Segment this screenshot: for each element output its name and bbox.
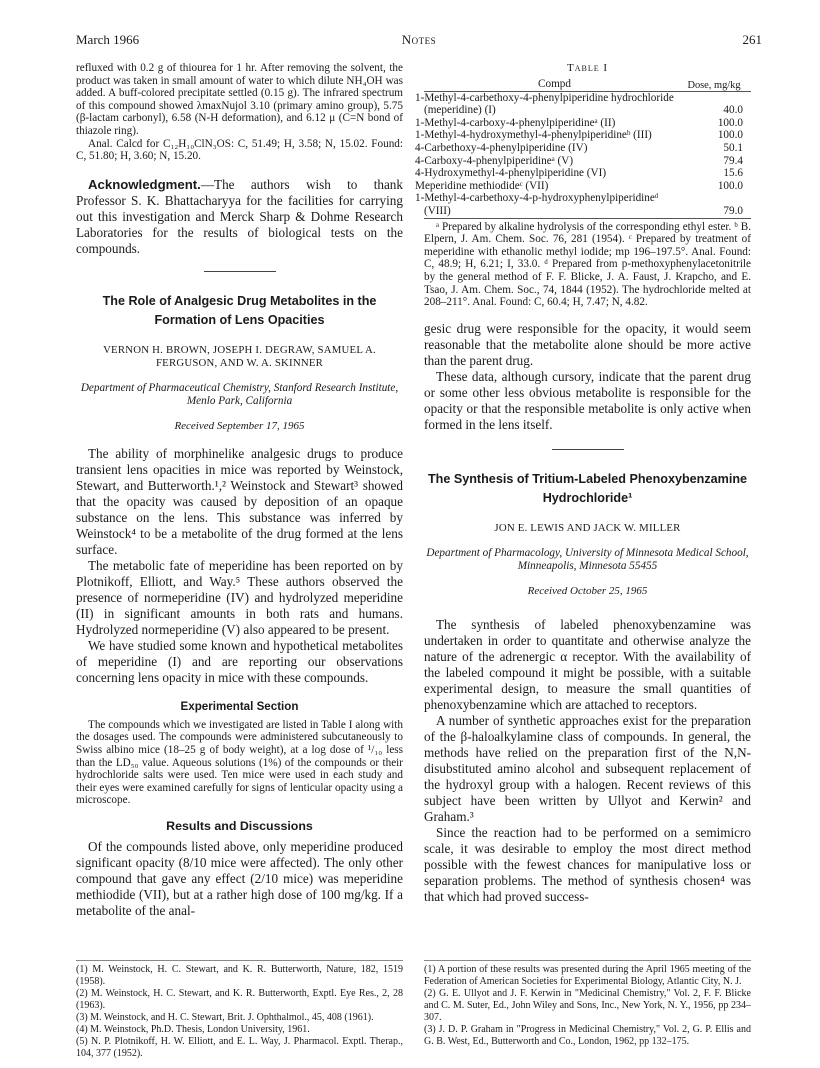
article-title: The Role of Analgesic Drug Metabolites in the Formation of Lens Opacities	[102, 293, 377, 327]
table-row	[424, 142, 751, 155]
page-number: 261	[742, 32, 762, 47]
left-footnotes	[76, 960, 403, 1060]
results-paragraph: Of the compounds listed above, only meperidine produced significant opacity (8/10 mice were affected). The only other compound that gave any effect (2/10 mice) was meperidine methiodide (VII), but at a rather high dose of 100 mg/kg. If a metabolite of the anal-	[76, 838, 403, 918]
compound-dose: 50.1	[723, 141, 743, 154]
compound-dose: 79.4	[723, 154, 743, 167]
analysis-text: Anal. Calcd for C₁₂H₁₀ClN₃OS: C, 51.49; H, 3.58; N, 15.02. Found: C, 51.80; H, 3.60; N, 15.20.	[76, 137, 403, 163]
discussion-paragraph-2: These data, although cursory, indicate that the parent drug or some other less obvious metabolite is responsible for the opacity or that the responsible metabolite is only active when formed in the lens itself.	[424, 368, 751, 432]
compound-dose: 15.6	[723, 167, 743, 180]
compound-name: 1-Methyl-4-hydroxymethyl-4-phenylpiperidineᵇ (III)	[415, 129, 652, 142]
synthesis-paragraph-1: The synthesis of labeled phenoxybenzamine was undertaken in order to quantitate and otherwise analyze the nature of the adrenergic α receptor. With the availability of the labeled compound it might be possible, with a suitable experimental design, to measure the small quantities of phenoxybenzamine which are attached to receptors.	[424, 616, 751, 712]
discussion-paragraph-1: gesic drug were responsible for the opacity, it would seem reasonable that the metabolite alone should be more active than the parent drug.	[424, 320, 751, 368]
article-divider	[552, 449, 624, 450]
compound-name: Meperidine methiodideᶜ (VII)	[415, 179, 549, 192]
table-row	[424, 192, 751, 218]
acknowledgment-paragraph	[76, 177, 403, 257]
footnote: (4) M. Weinstock, Ph.D. Thesis, London University, 1961.	[76, 1024, 310, 1035]
table-row	[424, 167, 751, 180]
table-row	[424, 91, 751, 117]
acknowledgment-title: Acknowledgment.	[88, 176, 201, 192]
footnote: (3) J. D. P. Graham in "Progress in Medicinal Chemistry," Vol. 2, G. P. Ellis and G. B. West, Ed., Butterworth and Co., London, 1962, pp 132–175.	[424, 1024, 751, 1047]
analysis-line	[76, 138, 403, 163]
footnote: (1) M. Weinstock, H. C. Stewart, and K. R. Butterworth, Nature, 182, 1519 (1958).	[76, 964, 403, 987]
footnote: (2) M. Weinstock, H. C. Stewart, and K. R. Butterworth, Exptl. Eye Res., 2, 28 (1963).	[76, 988, 403, 1011]
section-name: Notes	[401, 32, 437, 47]
compound-name: 4-Carbethoxy-4-phenylpiperidine (IV)	[415, 141, 588, 154]
table-notes: ᵃ Prepared by alkaline hydrolysis of the corresponding ethyl ester. ᵇ B. Elpern, J. Am. Chem. Soc. 76, 281 (1954). ᶜ Prepared by treatment of meperidine with ethanolic methyl iodide; mp 196–197.5°. Anal. Found: C, 48.9; H, 6.21; I, 33.0. ᵈ Prepared from p-methoxyphenylacetonitrile by the general method of F. F. Blicke, J. A. Faust, J. Krapcho, and E. Tsao, J. Am. Chem. Soc., 74, 1844 (1952). The hydrochloride melted at 208–211°. Anal. Found: C, 60.4; H, 7.47; N, 4.82.	[424, 220, 751, 309]
footnote: (1) A portion of these results was presented during the April 1965 meeting of the Federation of American Societies for Experimental Biology, Atlantic City, N. J.	[424, 964, 751, 987]
table-row	[424, 129, 751, 142]
right-footnotes	[424, 960, 751, 1048]
footnote: (3) M. Weinstock, and H. C. Stewart, Brit. J. Ophthalmol., 45, 408 (1961).	[76, 1012, 374, 1023]
running-head	[76, 32, 762, 52]
synthesis-paragraph-3: Since the reaction had to be performed on a semimicro scale, it was desirable to employ the most direct method possible with the fewest chances for manipulative loss or separation problems. The method of synthesis chosen⁴ was that which had proved success-	[424, 824, 751, 904]
article-title: The Synthesis of Tritium-Labeled Phenoxybenzamine Hydrochloride¹	[427, 471, 748, 505]
article-affiliation: Department of Pharmacology, University of Minnesota Medical School, Minneapolis, Minnesota 55455	[426, 546, 749, 572]
table-row	[424, 117, 751, 130]
experimental-paragraph: The compounds which we investigated are listed in Table I along with the dosages used. The compounds were administered subcutaneously to Swiss albino mice (18–25 g of body weight), at a log dose of ¹/₁₀ less than the LD₅₀ value. Aqueous solutions (1%) of the compounds or their hydrochloride salts were used. Ten mice were used in each study and their eyes were examined carefully for signs of lenticular opacity using a microscope.	[76, 718, 403, 807]
compound-name: 1-Methyl-4-carboxy-4-phenylpiperidineᵃ (II)	[415, 116, 616, 129]
article-divider	[204, 271, 276, 272]
table-title: Table I	[566, 62, 609, 74]
compound-name: 4-Carboxy-4-phenylpiperidineᵃ (V)	[415, 154, 574, 167]
footnote-rule	[424, 960, 751, 961]
table-header-row	[424, 78, 751, 91]
compounds-table	[415, 78, 751, 219]
compound-dose: 100.0	[717, 179, 743, 192]
article-authors: JON E. LEWIS AND JACK W. MILLER	[494, 521, 681, 534]
compound-dose: 100.0	[717, 129, 743, 142]
column-header-compd: Compd	[538, 78, 571, 90]
footnote-rule	[76, 960, 403, 961]
right-column	[415, 62, 751, 905]
compound-dose: 40.0	[723, 104, 743, 117]
continuation-paragraph: refluxed with 0.2 g of thiourea for 1 hr. After removing the solvent, the product was taken in small amount of water to which dilute NH₄OH was added. A buff-colored precipitate settled (0.15 g). The infrared spectrum of this compound showed λmaxNujol 3.10 (primary amino group), 5.75 (β-lactam carbonyl), 6.58 (N-H deformation), and 6.12 μ (C=N bond of thiazole ring).	[76, 62, 403, 137]
footnote: (5) N. P. Plotnikoff, H. W. Elliott, and E. L. Way, J. Pharmacol. Exptl. Therap., 104, 377 (1952).	[76, 1036, 403, 1059]
compound-dose: 100.0	[717, 116, 743, 129]
intro-paragraph-2: The metabolic fate of meperidine has been reported on by Plotnikoff, Elliott, and Way.⁵ These authors observed the presence of normeperidine (IV) and hydrolyzed meperidine (II) in significant amounts in both rats and humans. Hydrolyzed normeperidine (V) also appeared to be present.	[76, 557, 403, 637]
compound-name: 1-Methyl-4-carbethoxy-4-p-hydroxyphenylpiperidineᵈ (VIII)	[424, 192, 685, 218]
results-heading: Results and Discussions	[166, 818, 313, 833]
table-row	[424, 180, 751, 193]
issue-date: March 1966	[76, 32, 140, 47]
footnote: (2) G. E. Ullyot and J. F. Kerwin in "Medicinal Chemistry," Vol. 2, F. F. Blicke and C. M. Suter, Ed., John Wiley and Sons, Inc., New York, N. Y., 1956, pp 234–307.	[424, 988, 751, 1023]
left-column	[76, 62, 403, 919]
article-affiliation: Department of Pharmaceutical Chemistry, Stanford Research Institute, Menlo Park, California	[80, 381, 399, 407]
intro-paragraph-3: We have studied some known and hypothetical metabolites of meperidine (I) and are reporting our observations concerning lens opacity in mice with these compounds.	[76, 637, 403, 685]
compound-name: 4-Hydroxymethyl-4-phenylpiperidine (VI)	[415, 167, 607, 180]
table-row	[424, 155, 751, 168]
synthesis-paragraph-2: A number of synthetic approaches exist for the preparation of the β-haloalkylamine class of compounds. In general, the methods have relied on the preparation first of the N,N-disubstituted amino alcohol and subsequent replacement of the hydroxyl group with a halogen. Recent reviews of this subject have been written by Ullyot and Kerwin² and Graham.³	[424, 712, 751, 824]
article-authors: VERNON H. BROWN, JOSEPH I. DEGRAW, SAMUEL A. FERGUSON, AND W. A. SKINNER	[103, 343, 376, 369]
column-header-dose: Dose, mg/kg	[687, 79, 741, 91]
compound-dose: 79.0	[685, 192, 751, 218]
experimental-heading: Experimental Section	[180, 699, 299, 713]
acknowledgment-text: —The authors wish to thank Professor S. K. Bhattacharyya for the facilities for carrying out this investigation and Merck Sharp & Dohme Research Laboratories for the results of biological tests on the compounds.	[76, 176, 403, 256]
received-date: Received September 17, 1965	[174, 419, 305, 432]
intro-paragraph-1: The ability of morphinelike analgesic drugs to produce transient lens opacities in mice was reported by Weinstock, Stewart, and Butterworth.¹,² Weinstock and Stewart³ showed that the opacity was caused by deposition of an opaque substance on the lens. This substance was inferred by Weinstock⁴ to be a metabolite of the drug formed at the lens surface.	[76, 445, 403, 557]
received-date: Received October 25, 1965	[527, 584, 648, 597]
compound-name: 1-Methyl-4-carbethoxy-4-phenylpiperidine hydrochloride (meperidine) (I)	[415, 91, 674, 117]
